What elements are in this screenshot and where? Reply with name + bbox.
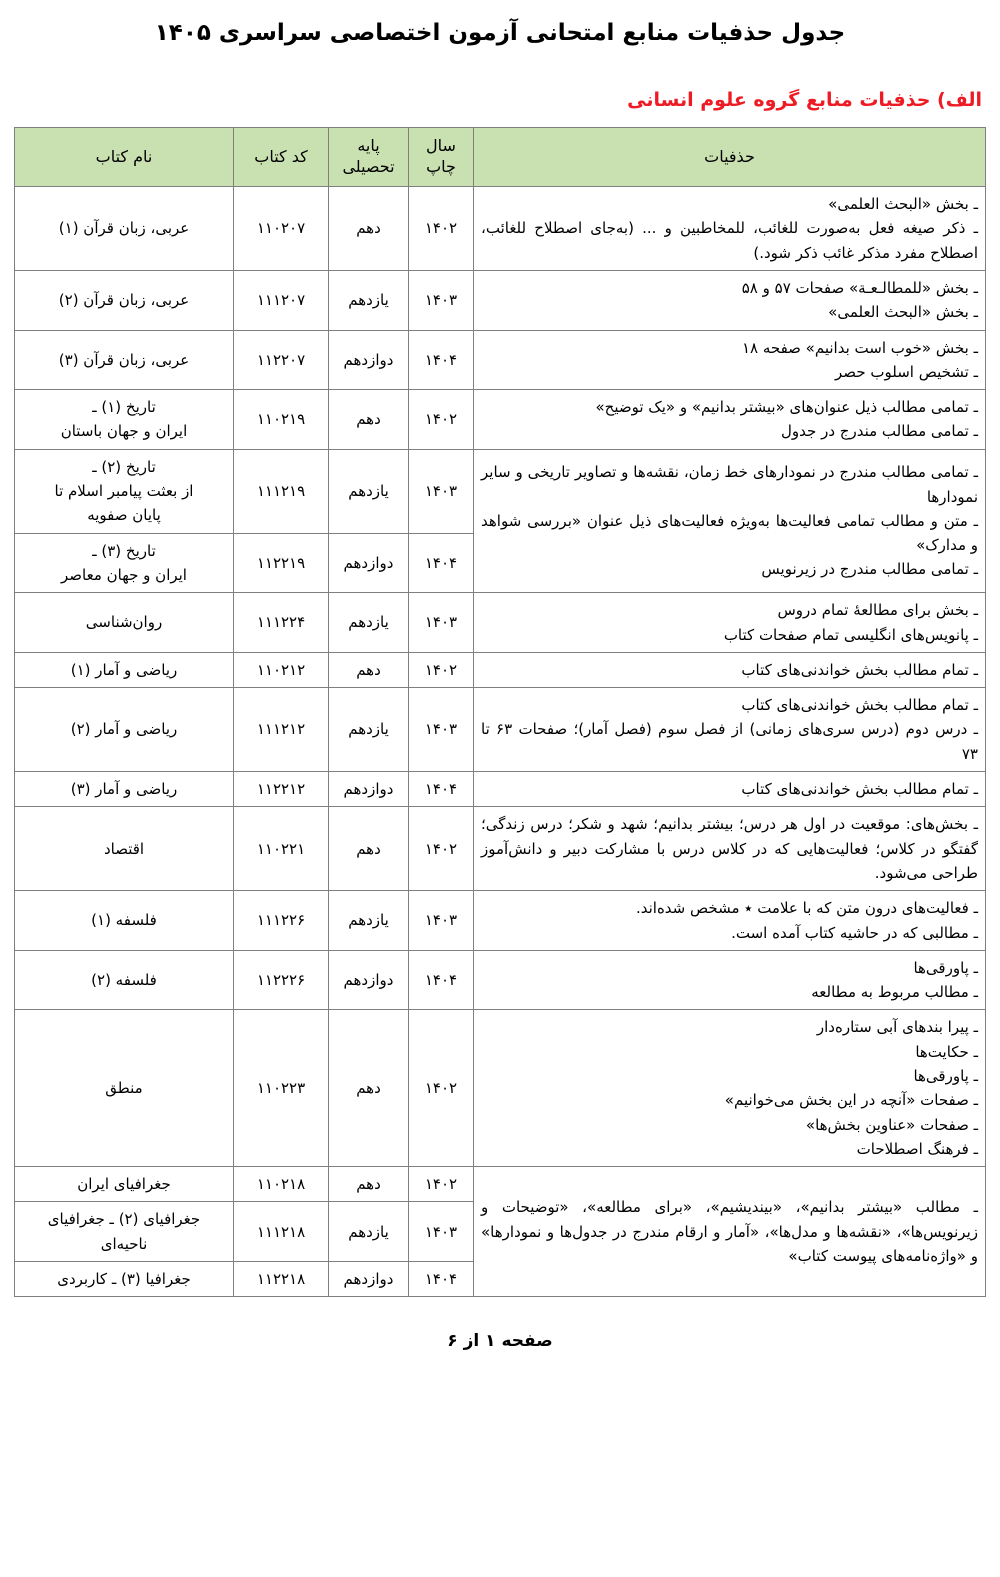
- table-row: [15, 390, 986, 450]
- cell-grade: دوازدهم: [329, 330, 409, 390]
- hazfiat-item: ـ تمامی مطالب مندرج در زیرنویس: [761, 560, 978, 579]
- table-container: [0, 127, 1000, 1297]
- cell-print-year: ۱۴۰۲: [409, 1010, 474, 1167]
- book-name-line: جغرافیای (۲) ـ جغرافیای: [47, 1210, 201, 1229]
- cell-book-name: [15, 891, 234, 951]
- table-row: [15, 688, 986, 772]
- hazfiat-item: ـ تمامی مطالب ذیل عنوان‌های «بیشتر بدانیم» و «یک توضیح»: [595, 398, 978, 417]
- cell-book-name: [15, 187, 234, 271]
- hazfiat-item: ـ بخش «البحث العلمی»: [828, 303, 978, 322]
- table-row: [15, 807, 986, 891]
- hazfiat-item: ـ مطالب مربوط به مطالعه: [811, 983, 978, 1002]
- book-name-line: عربی، زبان قرآن (۲): [58, 291, 190, 310]
- book-name-line: ریاضی و آمار (۱): [70, 660, 178, 679]
- cell-book-code: ۱۱۲۲۱۹: [234, 533, 329, 593]
- column-header-grade: [329, 128, 409, 187]
- table-header: [15, 128, 986, 187]
- cell-book-name: [15, 772, 234, 807]
- hazfiat-item: ـ بخش «خوب است بدانیم» صفحه ۱۸: [741, 338, 978, 357]
- cell-print-year: ۱۴۰۲: [409, 187, 474, 271]
- table-row: [15, 1010, 986, 1167]
- hazfiat-item: ـ متن و مطالب تمامی فعالیت‌ها به‌ویژه فعالیت‌های ذیل عنوان «بررسی شواهد و مدارک»: [481, 511, 978, 555]
- cell-book-code: ۱۱۱۲۱۲: [234, 688, 329, 772]
- cell-book-name: [15, 652, 234, 687]
- cell-hazfiat: [474, 807, 986, 891]
- book-name-line: ناحیه‌ای: [100, 1234, 148, 1253]
- hazfiat-item: ـ صفحات «عناوین بخش‌ها»: [805, 1115, 978, 1134]
- cell-print-year: ۱۴۰۳: [409, 891, 474, 951]
- cell-book-code: ۱۱۰۲۰۷: [234, 187, 329, 271]
- cell-print-year: ۱۴۰۳: [409, 1202, 474, 1262]
- hazfiat-item: ـ تمام مطالب بخش خواندنی‌های کتاب: [741, 660, 978, 679]
- hazfiat-item: ـ بخش‌های: موقعیت در اول هر درس؛ بیشتر بدانیم؛ شهد و شکر؛ درس زندگی؛ گفتگو در کلاس؛ فعالیت‌هایی که در کلاس درس با مشارکت دبیر و دانش‌آموز طراحی می‌شود.: [481, 815, 978, 882]
- book-name-line: از بعثت پیامبر اسلام تا: [54, 482, 194, 501]
- cell-grade: دوازدهم: [329, 533, 409, 593]
- cell-book-code: ۱۱۰۲۲۱: [234, 807, 329, 891]
- book-name-line: عربی، زبان قرآن (۳): [58, 350, 190, 369]
- table-row: [15, 593, 986, 653]
- hazfiat-item: ـ تمامی مطالب مندرج در نمودارهای خط زمان، نقشه‌ها و تصاویر تاریخی و سایر نمودارها: [481, 463, 978, 506]
- book-name-line: ریاضی و آمار (۲): [70, 720, 178, 739]
- cell-print-year: ۱۴۰۳: [409, 270, 474, 330]
- column-header-book-name: نام کتاب: [15, 128, 234, 187]
- cell-print-year: ۱۴۰۲: [409, 1167, 474, 1202]
- hazfiat-item: ـ ذکر صیغه فعل به‌صورت للغائب، للمخاطبین و ... (به‌جای اصطلاح للغائب، اصطلاح مفرد مذکر غائب ذکر شود.): [481, 219, 978, 262]
- book-name-line: فلسفه (۲): [91, 970, 157, 989]
- hazfiat-item: ـ حکایت‌ها: [915, 1042, 978, 1061]
- cell-hazfiat: [474, 1167, 986, 1297]
- cell-book-code: ۱۱۱۲۲۴: [234, 593, 329, 653]
- cell-print-year: ۱۴۰۳: [409, 688, 474, 772]
- book-name-line: روان‌شناسی: [85, 613, 163, 632]
- cell-book-name: [15, 390, 234, 450]
- cell-book-name: [15, 593, 234, 653]
- cell-print-year: ۱۴۰۲: [409, 652, 474, 687]
- book-name-line: تاریخ (۲) ـ: [92, 457, 156, 476]
- cell-book-name: [15, 1010, 234, 1167]
- table-row: [15, 1167, 986, 1202]
- book-name-line: جغرافیا (۳) ـ کاربردی: [57, 1270, 191, 1289]
- cell-book-code: ۱۱۲۲۲۶: [234, 950, 329, 1010]
- book-name-line: تاریخ (۳) ـ: [92, 541, 156, 560]
- cell-book-name: [15, 1202, 234, 1262]
- column-header-hazfiat: حذفیات: [474, 128, 986, 187]
- cell-book-code: ۱۱۱۲۰۷: [234, 270, 329, 330]
- table-row: [15, 330, 986, 390]
- exclusions-table: [14, 127, 986, 1297]
- document-page: [0, 16, 1000, 1577]
- cell-book-name: [15, 1167, 234, 1202]
- hazfiat-item: ـ تمام مطالب بخش خواندنی‌های کتاب: [741, 696, 978, 715]
- hazfiat-item: ـ مطالب «بیشتر بدانیم»، «بیندیشیم»، «برای مطالعه»، «توضیحات و زیرنویس‌ها»، «نقشه‌ها و مدل‌ها»، «آمار و ارقام مندرج در جدول‌ها و نمودارها» و «واژه‌نامه‌های پیوست کتاب»: [481, 1198, 978, 1265]
- hazfiat-item: ـ بخش «البحث العلمی»: [828, 195, 978, 214]
- cell-grade: دهم: [329, 187, 409, 271]
- cell-grade: یازدهم: [329, 593, 409, 653]
- table-row: [15, 772, 986, 807]
- book-name-line: جغرافیای ایران: [77, 1175, 171, 1194]
- table-row: [15, 270, 986, 330]
- hazfiat-item: ـ پیرا بندهای آبی ستاره‌دار: [816, 1018, 978, 1037]
- cell-grade: دوازدهم: [329, 1262, 409, 1297]
- cell-print-year: ۱۴۰۴: [409, 772, 474, 807]
- book-name-line: ایران و جهان معاصر: [61, 565, 187, 584]
- book-name-line: اقتصاد: [103, 839, 145, 858]
- cell-print-year: ۱۴۰۲: [409, 807, 474, 891]
- page-footer: صفحه ۱ از ۶: [447, 1331, 553, 1352]
- cell-book-name: [15, 807, 234, 891]
- cell-book-name: [15, 688, 234, 772]
- page-title: جدول حذفیات منابع امتحانی آزمون اختصاصی سراسری ۱۴۰۵: [154, 20, 846, 46]
- cell-hazfiat: [474, 390, 986, 450]
- cell-hazfiat: [474, 1010, 986, 1167]
- cell-grade: دوازدهم: [329, 772, 409, 807]
- cell-book-name: [15, 330, 234, 390]
- cell-book-code: ۱۱۰۲۱۲: [234, 652, 329, 687]
- column-header-print-year-line1: سال: [426, 136, 456, 156]
- cell-hazfiat: [474, 187, 986, 271]
- cell-print-year: ۱۴۰۳: [409, 593, 474, 653]
- column-header-grade-line1: پایه: [357, 136, 380, 156]
- table-header-row: [15, 128, 986, 187]
- cell-book-name: [15, 449, 234, 533]
- cell-hazfiat: [474, 652, 986, 687]
- cell-book-code: ۱۱۰۲۲۳: [234, 1010, 329, 1167]
- cell-hazfiat: [474, 950, 986, 1010]
- cell-print-year: ۱۴۰۲: [409, 390, 474, 450]
- cell-print-year: ۱۴۰۴: [409, 1262, 474, 1297]
- column-header-print-year-line2: چاپ: [426, 157, 456, 177]
- table-row: [15, 187, 986, 271]
- cell-grade: یازدهم: [329, 1202, 409, 1262]
- cell-book-code: ۱۱۱۲۲۶: [234, 891, 329, 951]
- cell-grade: دوازدهم: [329, 950, 409, 1010]
- cell-hazfiat: [474, 891, 986, 951]
- cell-book-name: [15, 533, 234, 593]
- cell-hazfiat: [474, 330, 986, 390]
- table-row: [15, 950, 986, 1010]
- cell-book-name: [15, 1262, 234, 1297]
- book-name-line: ایران و جهان باستان: [60, 422, 188, 441]
- hazfiat-item: ـ بخش برای مطالعۀ تمام دروس: [777, 601, 978, 620]
- cell-print-year: ۱۴۰۴: [409, 950, 474, 1010]
- section-heading-humanities: الف) حذفیات منابع گروه علوم انسانی: [627, 88, 982, 111]
- cell-grade: یازدهم: [329, 449, 409, 533]
- hazfiat-item: ـ پاورقی‌ها: [913, 1067, 978, 1085]
- table-row: [15, 449, 986, 533]
- book-name-line: عربی، زبان قرآن (۱): [58, 219, 190, 238]
- hazfiat-item: ـ تمامی مطالب مندرج در جدول: [781, 422, 978, 441]
- hazfiat-item: ـ مطالبی که در حاشیه کتاب آمده است.: [731, 923, 978, 942]
- cell-hazfiat: [474, 270, 986, 330]
- book-name-line: منطق: [105, 1079, 143, 1098]
- cell-grade: دهم: [329, 652, 409, 687]
- cell-hazfiat: [474, 449, 986, 592]
- cell-grade: دهم: [329, 390, 409, 450]
- column-header-grade-line2: تحصیلی: [342, 157, 395, 177]
- cell-book-code: ۱۱۲۲۰۷: [234, 330, 329, 390]
- hazfiat-item: ـ فعالیت‌های درون متن که با علامت ٭ مشخص شده‌اند.: [635, 899, 978, 918]
- cell-book-code: ۱۱۰۲۱۸: [234, 1167, 329, 1202]
- cell-grade: دهم: [329, 807, 409, 891]
- hazfiat-item: ـ فرهنگ اصطلاحات: [856, 1139, 978, 1158]
- cell-book-name: [15, 270, 234, 330]
- cell-hazfiat: [474, 593, 986, 653]
- book-name-line: تاریخ (۱) ـ: [92, 398, 156, 417]
- cell-print-year: ۱۴۰۴: [409, 533, 474, 593]
- cell-book-code: ۱۱۲۲۱۲: [234, 772, 329, 807]
- cell-hazfiat: [474, 688, 986, 772]
- column-header-print-year: [409, 128, 474, 187]
- cell-grade: دهم: [329, 1010, 409, 1167]
- table-body: [15, 187, 986, 1297]
- book-name-line: ریاضی و آمار (۳): [70, 780, 178, 799]
- table-row: [15, 891, 986, 951]
- hazfiat-item: ـ پاورقی‌ها: [913, 958, 978, 977]
- table-row: [15, 652, 986, 687]
- hazfiat-item: ـ درس دوم (درس سری‌های زمانی) از فصل سوم (فصل آمار)؛ صفحات ۶۳ تا ۷۳: [481, 720, 979, 763]
- book-name-line: فلسفه (۱): [91, 911, 157, 930]
- book-name-line: پایان صفویه: [87, 506, 161, 525]
- cell-grade: دهم: [329, 1167, 409, 1202]
- hazfiat-item: ـ پانویس‌های انگلیسی تمام صفحات کتاب: [723, 625, 978, 644]
- cell-grade: یازدهم: [329, 891, 409, 951]
- cell-book-code: ۱۱۲۲۱۸: [234, 1262, 329, 1297]
- cell-grade: یازدهم: [329, 270, 409, 330]
- hazfiat-item: ـ بخش «للمطالـعـة» صفحات ۵۷ و ۵۸: [741, 278, 978, 297]
- cell-grade: یازدهم: [329, 688, 409, 772]
- cell-hazfiat: [474, 772, 986, 807]
- cell-book-code: ۱۱۱۲۱۸: [234, 1202, 329, 1262]
- cell-book-code: ۱۱۰۲۱۹: [234, 390, 329, 450]
- hazfiat-item: ـ تمام مطالب بخش خواندنی‌های کتاب: [741, 780, 978, 799]
- cell-print-year: ۱۴۰۳: [409, 449, 474, 533]
- column-header-book-code: کد کتاب: [234, 128, 329, 187]
- cell-print-year: ۱۴۰۴: [409, 330, 474, 390]
- hazfiat-item: ـ تشخیص اسلوب حصر: [835, 362, 978, 381]
- hazfiat-item: ـ صفحات «آنچه در این بخش می‌خوانیم»: [724, 1091, 978, 1110]
- cell-book-name: [15, 950, 234, 1010]
- cell-book-code: ۱۱۱۲۱۹: [234, 449, 329, 533]
